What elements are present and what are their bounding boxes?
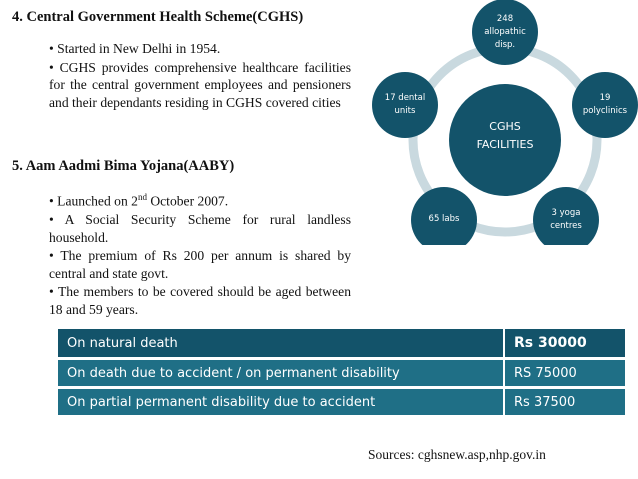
cghs-heading: 4. Central Government Health Scheme(CGHS) [12,9,304,25]
node-dental-line2: units [394,106,416,116]
node-polyclinics-line2: polyclinics [582,106,628,116]
table-row [58,359,625,388]
sources-text: Sources: cghsnew.asp,nhp.gov.in [368,447,546,462]
node-polyclinics [572,92,638,118]
benefit-amount: Rs 37500 [504,388,625,417]
aaby-bullet-3: • The premium of Rs 200 per annum is shared by central and state govt. [49,248,351,281]
aaby-bullet-1-pre: • Launched on 2 [49,193,138,209]
cghs-bullet-1: • Started in New Delhi in 1954. [49,41,221,56]
node-labs [411,213,477,226]
center-label-line1: CGHS [489,120,521,133]
benefit-label: On natural death [58,329,504,359]
aaby-heading: 5. Aam Aadmi Bima Yojana(AABY) [12,158,235,174]
aaby-bullet-4: • The members to be covered should be aged between 18 and 59 years. [49,284,351,317]
node-allopathic-line3: disp. [494,40,516,50]
node-yoga-line2: centres [550,221,582,231]
benefit-label: On partial permanent disability due to accident [58,388,504,417]
node-labs-line1: 65 labs [428,214,460,224]
aaby-bullet-2: • A Social Security Scheme for rural landless household. [49,212,351,245]
benefit-amount: RS 75000 [504,359,625,388]
benefit-label: On death due to accident / on permanent disability [58,359,504,388]
cghs-bullet-2: • CGHS provides comprehensive healthcare facilities for the central government employees and pensioners and their dependants residing in CGHS covered cities [49,59,351,110]
center-label-line2: FACILITIES [476,138,534,151]
cghs-bullets [49,40,351,112]
benefits-table [58,329,625,418]
benefit-amount: Rs 30000 [504,329,625,359]
node-allopathic-line2: allopathic [484,27,526,37]
node-allopathic [472,13,538,52]
center-label [465,118,545,154]
node-dental-line1: 17 dental [384,93,426,103]
aaby-bullets [49,189,351,319]
table-row [58,329,625,359]
aaby-bullet-1-post: October 2007. [146,193,229,209]
aaby-bullet-1 [49,189,351,210]
node-dental [372,92,438,118]
aaby-bullet-1-sup: nd [137,192,147,202]
node-yoga-line1: 3 yoga [551,208,581,218]
table-row [58,388,625,417]
node-yoga [533,207,599,233]
cghs-facilities-diagram [360,0,638,245]
node-allopathic-line1: 248 [496,14,514,24]
node-polyclinics-line1: 19 [599,93,611,103]
